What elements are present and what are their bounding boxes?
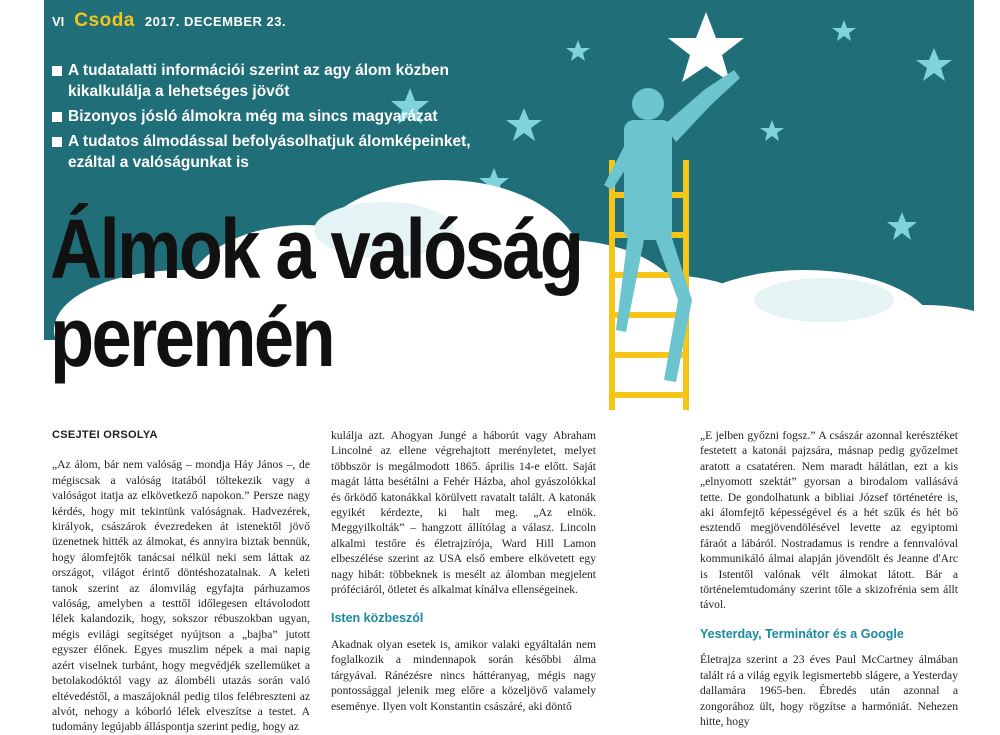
article-paragraph: kulálja azt. Ahogyan Jungé a háborút vagy Abraham Lincolné az ellene végrehajtott merényletet, melyet többször is megálmodott 1865. április 14-e előtt. Saját magát látta besétálni a Fehér Házba, ahol gyászolókkal és őrködő katonákkal körülvett ravatalt talált. A katonák egyikét kérdezte, ki halt meg. „Az elnök. Meggyilkolták” – hangzott állítólag a válasz. Lincoln alkalmi testőre és életrajzírója, Ward Hill Lamon elbeszélése szerint az USA első embere elkövetett egy nagy hibát: többeknek is mesélt az álomban megjelent próféciáról, ötletet és alkalmat kínálva ellenségeinek. bbox=[331, 429, 596, 597]
article-column-3 bbox=[700, 428, 958, 729]
article-column-1 bbox=[52, 428, 310, 735]
lead-bullet: A tudatos álmodással befolyásolhatjuk álomképeinket, ezáltal a valóságunkat is bbox=[52, 131, 492, 173]
lead-bullet: Bizonyos jósló álmokra még ma sincs magyarázat bbox=[52, 106, 492, 127]
page-header bbox=[52, 10, 286, 34]
section-name: Csoda bbox=[74, 10, 135, 31]
article-subheading: Isten közbeszól bbox=[331, 611, 424, 626]
issue-date: 2017. DECEMBER 23. bbox=[144, 14, 287, 29]
article-subheading: Yesterday, Terminátor és a Google bbox=[700, 626, 904, 641]
article-paragraph: Életrajza szerint a 23 éves Paul McCartney álmában talált rá a világ egyik legismertebb slágere, a Yesterday dallamára 1965-ben. Ébredés után azonnal a zongorához ült, hogy rögzítse a harmóniát. Nehezen hitte, hogy bbox=[700, 653, 958, 728]
headline-line-2: peremén bbox=[50, 290, 334, 384]
headline-line-1: Álmok a valóság bbox=[50, 202, 582, 296]
article-paragraph: „Az álom, bár nem valóság – mondja Háy János –, de mégiscsak a valóság itatából töltekezik vagy a valóságot itatja az elkövetkező napokon.” Persze nagy kérdés, hogy mit tekintünk valóságnak. Hadvezérek, királyok, császárok évezredeken át istenektől jövő üzenetnek hitték az álmokat, és annyira biztak bennük, hogy álomfejtők tanácsai nélkül neki sem láttak az országot, világot érintő döntéshozatalnak. A keleti tanok szerint az álomvilág egyfajta párhuzamos valóság, amelyben a testtől időlegesen eltávolodott lélek kalandozik, hogy, sokszor rébuszokban ugyan, mégis evilági segítséget nyújtson a „bajba” jutott egyszer élőnek. Egyes muszlim népek a mai napig azért viselnek turbánt, hogy megvédjék szellemüket a betolakodóktól vagy az álombéli utazás során való eltévedéstől, a maszájoknál pedig tilos felébreszteni az alvót, nehogy a kóborló lélek elveszítse a testet. A tudomány legújabb álláspontja szerint pedig, hogy az bbox=[52, 458, 310, 734]
article-paragraph: Akadnak olyan esetek is, amikor valaki egyáltalán nem foglalkozik a mindennapok során későbbi álma tárgyával. Ránézésre nincs háttéranyag, mégis nagy pontossággal jelenik meg előre a közeljövő valamely eseménye. Ilyen volt Konstantin császáré, aki döntő bbox=[331, 637, 596, 713]
author-byline: CSEJTEI ORSOLYA bbox=[52, 429, 158, 441]
page-number: VI bbox=[52, 14, 65, 29]
article-paragraph: „E jelben győzni fogsz.” A császár azonnal kerésztéket festetett a katonái pajzsára, másnap pedig győzelmet aratott a csatatéren. Nem maradt hálátlan, ezt a kis „elnyomott szektát” gyorsan a birodalom vallásává tette. De gondolhatunk a bibliai József történetére is, aki álomfejtő képességével és a hét szűk és hét bő esztendő megjövendölésével levette az egyiptomi fáraót a lábáról. Nostradamus is rendre a fennvalóval kommunikáló álmai alapján jövendölt és Jeanne d'Arc is Istentől valónak vélt álmokat látott. Bár a történelemtudomány szerint tőle a skizofrénia sem állt távol. bbox=[700, 429, 958, 612]
lead-bullets bbox=[52, 60, 492, 177]
headline bbox=[50, 202, 582, 384]
lead-bullet: A tudatalatti információi szerint az agy álom közben kikalkulálja a lehetséges jövőt bbox=[52, 60, 492, 102]
article-column-2 bbox=[331, 428, 596, 714]
